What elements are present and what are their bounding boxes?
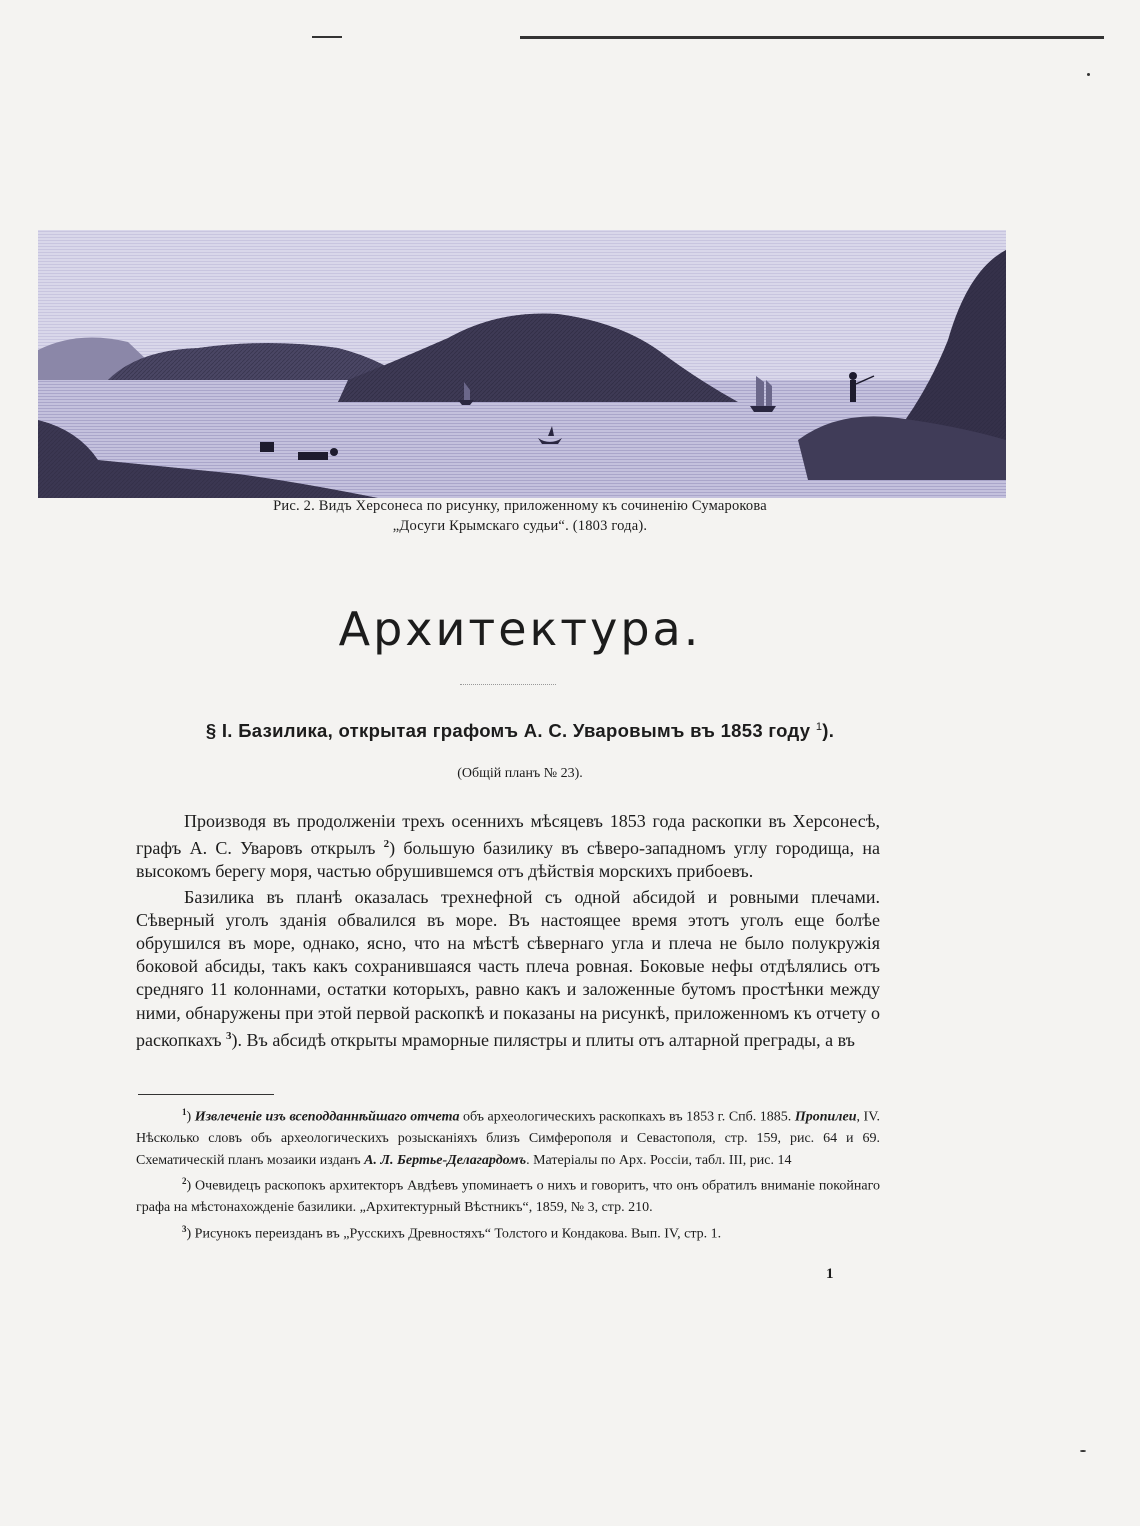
section-heading bbox=[130, 720, 910, 742]
footnote-1-source-title: Извлеченіе изъ всеподданнѣйшаго отчета bbox=[194, 1109, 460, 1125]
footnote-ref-1: 1 bbox=[815, 720, 823, 733]
top-edge-rule-2 bbox=[520, 36, 1104, 39]
page-number: 1 bbox=[826, 1266, 834, 1282]
footnote-2-number: 2 bbox=[182, 1176, 187, 1187]
paragraph-1 bbox=[136, 810, 880, 884]
caption-line-1: Рис. 2. Видъ Херсонеса по рисунку, приложенному къ сочиненію Сумарокова bbox=[273, 498, 767, 514]
footnote-1-text-2: , IV. Нѣсколько словъ объ археологическихъ розысканіяхъ близъ Симферополя и Севастополя, стр. 159, рис. 64 и 69. Схематическій планъ мозаики изданъ bbox=[136, 1109, 880, 1168]
footnote-2: $^2$) Очевидецъ раскопокъ архитекторъ Авдѣевъ упоминаетъ о нихъ и говоритъ, что онъ обратилъ вниманіе покойнаго графа на мѣстонахожденіе базилики. „Архитектурный Вѣстникъ“, 1859, № 3, стр. 210. bbox=[136, 1176, 880, 1216]
footnote-ref-2: 2 bbox=[383, 838, 390, 851]
section-heading-text: § I. Базилика, открытая графомъ А. С. Уваровымъ въ 1853 году bbox=[205, 720, 816, 741]
paragraph-1-text-b: ) большую базилику въ сѣверо-западномъ углу городища, на высокомъ берегу моря, частью обрушившемся отъ дѣйствія морскихъ прибоевъ. bbox=[136, 838, 880, 882]
footnote-1-text-3: . Матеріалы по Арх. Россіи, табл. III, рис. 14 bbox=[526, 1152, 792, 1168]
section-heading-tail: ). bbox=[822, 720, 835, 741]
footnote-1: $^1$) Извлеченіе изъ всеподданнѣйшаго отчета объ археологическихъ раскопкахъ въ 1853 г. Спб. 1885. Пропилеи, IV. Нѣсколько словъ объ археологическихъ розысканіяхъ близъ Симферополя и Севастополя, стр. 159, рис. 64 и 69. Схематическій планъ мозаики изданъ А. Л. Бертье-Делагардомъ. Матеріалы по Арх. Россіи, табл. III, рис. 14 bbox=[136, 1107, 880, 1168]
engraving-chersonesus-view bbox=[38, 230, 1006, 498]
footnotes bbox=[136, 1102, 880, 1245]
plan-reference: (Общій планъ № 23). bbox=[457, 766, 583, 781]
paragraph-2-text-b: ). Въ абсидѣ открыты мраморные пилястры и плиты отъ алтарной преграды, а въ bbox=[231, 1029, 855, 1050]
figure-caption bbox=[190, 496, 850, 536]
paragraph-2 bbox=[136, 886, 880, 1052]
engraving-illustration bbox=[38, 230, 1006, 498]
footnote-1-journal: Пропилеи bbox=[794, 1109, 857, 1125]
body-text bbox=[136, 810, 880, 1052]
footnote-1-author: А. Л. Бертье-Делагардомъ bbox=[364, 1152, 527, 1168]
footnote-3: $^3$) Рисунокъ переизданъ въ „Русскихъ Древностяхъ“ Толстого и Кондакова. Вып. IV, стр. 1. bbox=[182, 1223, 722, 1242]
top-edge-rule-1 bbox=[312, 36, 342, 38]
footnote-3-text: Рисунокъ переизданъ въ „Русскихъ Древностяхъ“ Толстого и Кондакова. Вып. IV, стр. 1. bbox=[191, 1226, 722, 1242]
footnote-1-text-1: объ археологическихъ раскопкахъ въ 1853 г. Спб. 1885. bbox=[459, 1109, 795, 1125]
paragraph-2-text-a: Базилика въ планѣ оказалась трехнефной съ одной абсидой и ровными плечами. Сѣверный уголъ зданія обвалился въ море. Въ настоящее время этотъ уголъ еще болѣе обрушился въ море, однако, ясно, что на мѣстѣ сѣвернаго угла и плеча не было полукружія боковой абсиды, такъ какъ сохранившаяся часть плеча ровная. Боковые нефы отдѣлялись отъ средняго 11 колоннами, остатки которыхъ, равно какъ и заложенные бутомъ простѣнки между ними, обнаружены при этой первой раскопкѣ и показаны на рисункѣ, приложенномъ къ отчету о раскопкахъ bbox=[136, 886, 880, 1050]
scan-speck bbox=[1080, 1450, 1086, 1452]
footnote-2-text: Очевидецъ раскопокъ архитекторъ Авдѣевъ упоминаетъ о нихъ и говоритъ, что онъ обратилъ вниманіе покойнаго графа на мѣстонахожденіе базилики. „Архитектурный Вѣстникъ“, 1859, № 3, стр. 210. bbox=[136, 1178, 880, 1216]
scan-speck bbox=[1087, 73, 1090, 76]
footnote-ref-3: 3 bbox=[226, 1029, 232, 1042]
footnote-rule bbox=[138, 1094, 274, 1095]
caption-line-2: „Досуги Крымскаго судьи“. (1803 года). bbox=[392, 518, 648, 534]
chapter-title: Архитектура. bbox=[338, 602, 702, 656]
paragraph-1-text-a: Производя въ продолженіи трехъ осеннихъ мѣсяцевъ 1853 года раскопки въ Херсонесѣ, графъ А. С. Уваровъ открылъ bbox=[136, 811, 880, 859]
title-ornament bbox=[460, 684, 556, 689]
footnote-3-number: 3 bbox=[182, 1223, 187, 1234]
footnote-1-number: 1 bbox=[182, 1107, 187, 1117]
